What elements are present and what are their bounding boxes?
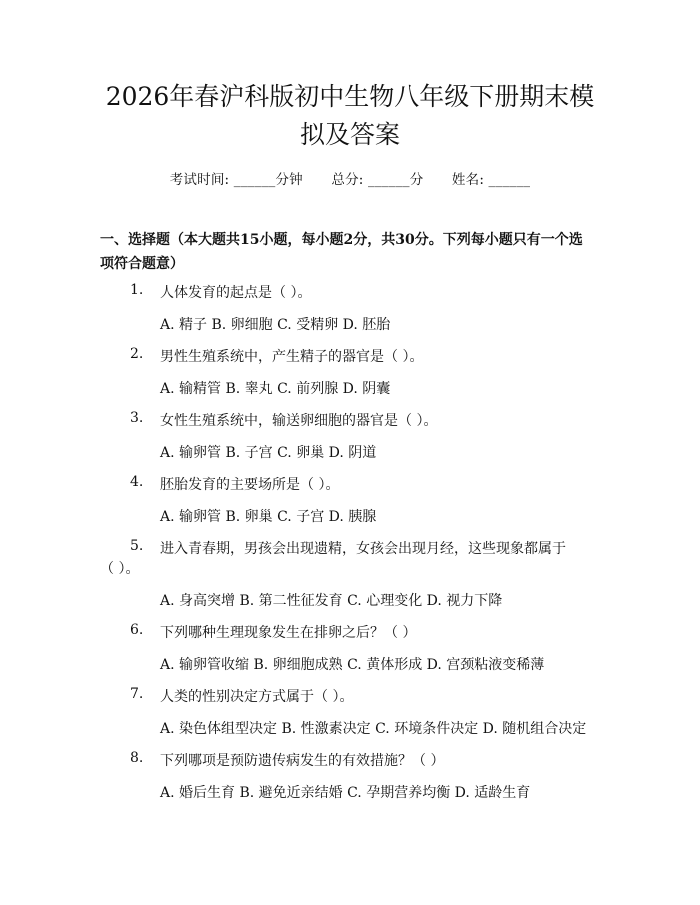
question-text: 女性生殖系统中，输送卵细胞的器官是（ ）。 bbox=[160, 413, 438, 429]
question-options: A. 输卵管 B. 子宫 C. 卵巢 D. 阴道 bbox=[160, 445, 377, 461]
question-text: 下列哪项是预防遗传病发生的有效措施？（ ） bbox=[160, 753, 445, 769]
question-text: 男性生殖系统中，产生精子的器官是（ ）。 bbox=[160, 349, 424, 365]
question-options: A. 输精管 B. 睾丸 C. 前列腺 D. 阴囊 bbox=[160, 381, 391, 397]
question-text: 人体发育的起点是（ ）。 bbox=[160, 285, 312, 301]
question-number: 5. bbox=[130, 538, 144, 554]
question-text: 进入青春期，男孩会出现遗精，女孩会出现月经，这些现象都属于 bbox=[160, 541, 566, 557]
question-options: A. 输卵管 B. 卵巢 C. 子宫 D. 胰腺 bbox=[160, 509, 377, 525]
question-number: 6. bbox=[130, 622, 144, 638]
exam-score: 总分: ______分 bbox=[331, 172, 424, 188]
question-number: 8. bbox=[130, 750, 144, 766]
student-name: 姓名: ______ bbox=[451, 172, 531, 188]
exam-time: 考试时间: ______分钟 bbox=[169, 172, 303, 188]
question-options: A. 婚后生育 B. 避免近亲结婚 C. 孕期营养均衡 D. 适龄生育 bbox=[160, 785, 531, 801]
section-heading-line-2: 项符合题意） bbox=[100, 256, 184, 272]
title-line-2: 拟及答案 bbox=[299, 120, 400, 149]
question-text-continued: （ ）。 bbox=[100, 561, 140, 577]
section-heading-line-1: 一、选择题（本大题共15小题，每小题2分，共30分。下列每小题只有一个选 bbox=[100, 232, 583, 248]
question-options: A. 身高突增 B. 第二性征发育 C. 心理变化 D. 视力下降 bbox=[160, 593, 503, 609]
question-options: A. 精子 B. 卵细胞 C. 受精卵 D. 胚胎 bbox=[160, 317, 391, 333]
question-number: 4. bbox=[130, 474, 144, 490]
title-line-1: 2026年春沪科版初中生物八年级下册期末模 bbox=[105, 82, 595, 111]
question-text: 人类的性别决定方式属于（ ）。 bbox=[160, 689, 354, 705]
question-number: 3. bbox=[130, 410, 144, 426]
page-title bbox=[80, 78, 620, 154]
question-options: A. 输卵管收缩 B. 卵细胞成熟 C. 黄体形成 D. 宫颈粘液变稀薄 bbox=[160, 657, 545, 673]
question-text: 胚胎发育的主要场所是（ ）。 bbox=[160, 477, 340, 493]
question-number: 2. bbox=[130, 346, 144, 362]
question-text: 下列哪种生理现象发生在排卵之后？（ ） bbox=[160, 625, 417, 641]
question-number: 1. bbox=[130, 282, 144, 298]
question-options: A. 染色体组型决定 B. 性激素决定 C. 环境条件决定 D. 随机组合决定 bbox=[160, 721, 587, 737]
section-heading bbox=[100, 228, 610, 276]
question-number: 7. bbox=[130, 686, 144, 702]
exam-meta bbox=[0, 168, 700, 188]
